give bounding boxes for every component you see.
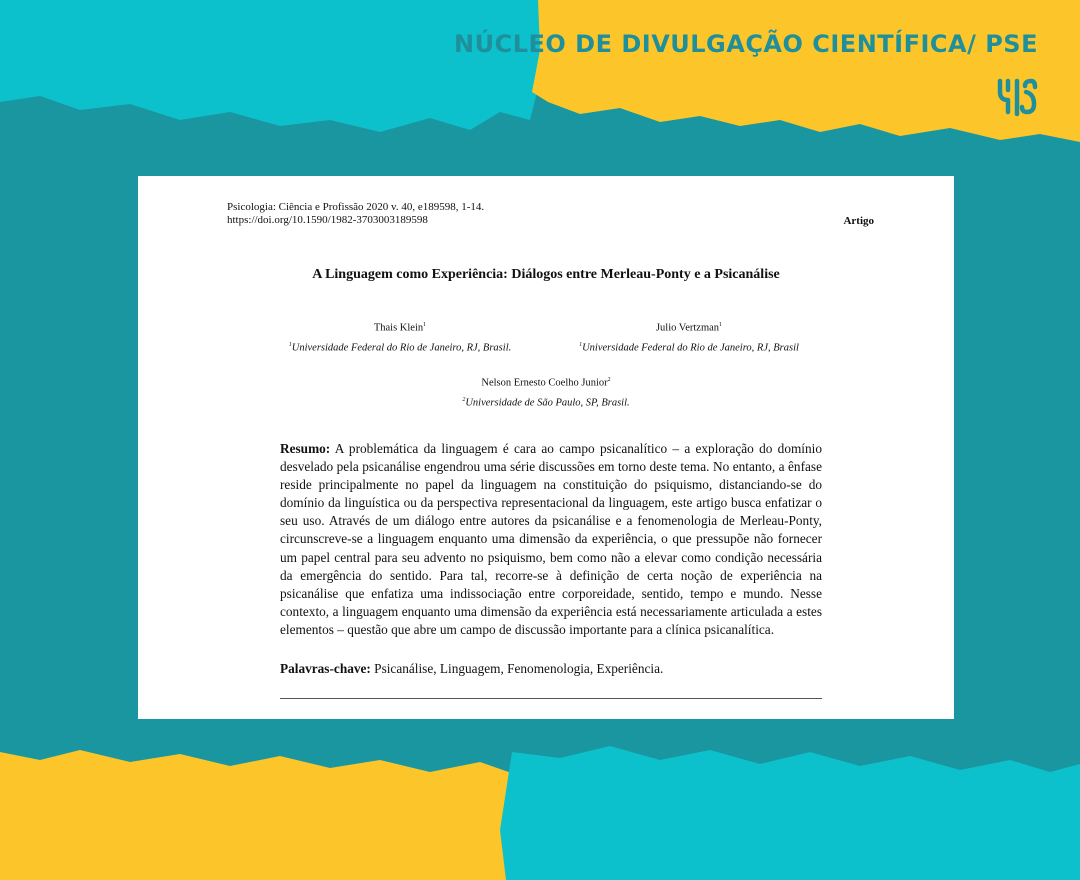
author-affiliation: Universidade de São Paulo, SP, Brasil. — [465, 397, 630, 408]
keywords-text: Psicanálise, Linguagem, Fenomenologia, Experiência. — [374, 661, 664, 676]
author-affiliation: Universidade Federal do Rio de Janeiro, RJ, Brasil — [582, 342, 799, 353]
author-sup: 1 — [423, 322, 427, 328]
author-block — [255, 317, 545, 356]
divider — [280, 698, 822, 699]
keywords-label: Palavras-chave: — [280, 661, 371, 676]
author-name: Thais Klein — [373, 322, 424, 334]
abstract-text: A problemática da linguagem é cara ao campo psicanalítico – a exploração do domínio desvelado pela psicanálise engendrou uma série discussões em torno deste tema. No entanto, a ênfase reside principalmente no papel da linguagem na constituição do psiquismo, distanciando-se do domínio da linguística ou da perspectiva representacional da linguagem, este artigo busca enfatizar o seu uso. Através de um diálogo entre autores da psicanálise e a fenomenologia de Merleau-Ponty, circunscreve-se a linguagem enquanto uma dimensão da experiência, o que pressupõe não fornecer um papel central para seu advento no psiquismo, bem como não a elevar como condição necessária da emergência do sentido. Para tal, recorre-se à definição de certa noção de experiência na psicanálise que enfatiza uma indissociação entre corporeidade, sentido, tempo e mundo. Nesse contexto, a linguagem enquanto uma dimensão da experiência está necessariamente articulada a estes elementos – questão que abre um campo de discussão importante para a clínica psicanalítica. — [280, 441, 822, 637]
journal-line: Psicologia: Ciência e Profissão 2020 v. 40, e189598, 1-14. — [227, 201, 485, 213]
author-block — [544, 317, 834, 356]
ufs-logo-icon — [996, 78, 1038, 118]
author-sup: 2 — [607, 377, 611, 383]
author-block — [396, 372, 696, 411]
header-title: NÚCLEO DE DIVULGAÇÃO CIENTÍFICA/ PSE — [454, 30, 1038, 58]
article-type: Artigo — [843, 215, 874, 227]
affiliation-sup: 1 — [579, 341, 583, 348]
journal-citation — [227, 201, 484, 227]
paper-page — [138, 176, 954, 719]
abstract — [280, 440, 822, 639]
abstract-label: Resumo: — [280, 441, 331, 456]
author-sup: 1 — [719, 322, 723, 328]
bottom-right-brush — [500, 746, 1080, 880]
affiliation-sup: 1 — [288, 341, 292, 348]
affiliation-sup: 2 — [462, 396, 466, 403]
author-name: Julio Vertzman — [655, 322, 720, 334]
paper-title: A Linguagem como Experiência: Diálogos entre Merleau-Ponty e a Psicanálise — [312, 267, 780, 282]
keywords — [280, 660, 822, 678]
author-name: Nelson Ernesto Coelho Junior — [481, 377, 608, 389]
doi-link[interactable]: https://doi.org/10.1590/1982-3703003189598 — [227, 214, 428, 226]
author-affiliation: Universidade Federal do Rio de Janeiro, RJ, Brasil. — [291, 342, 512, 353]
